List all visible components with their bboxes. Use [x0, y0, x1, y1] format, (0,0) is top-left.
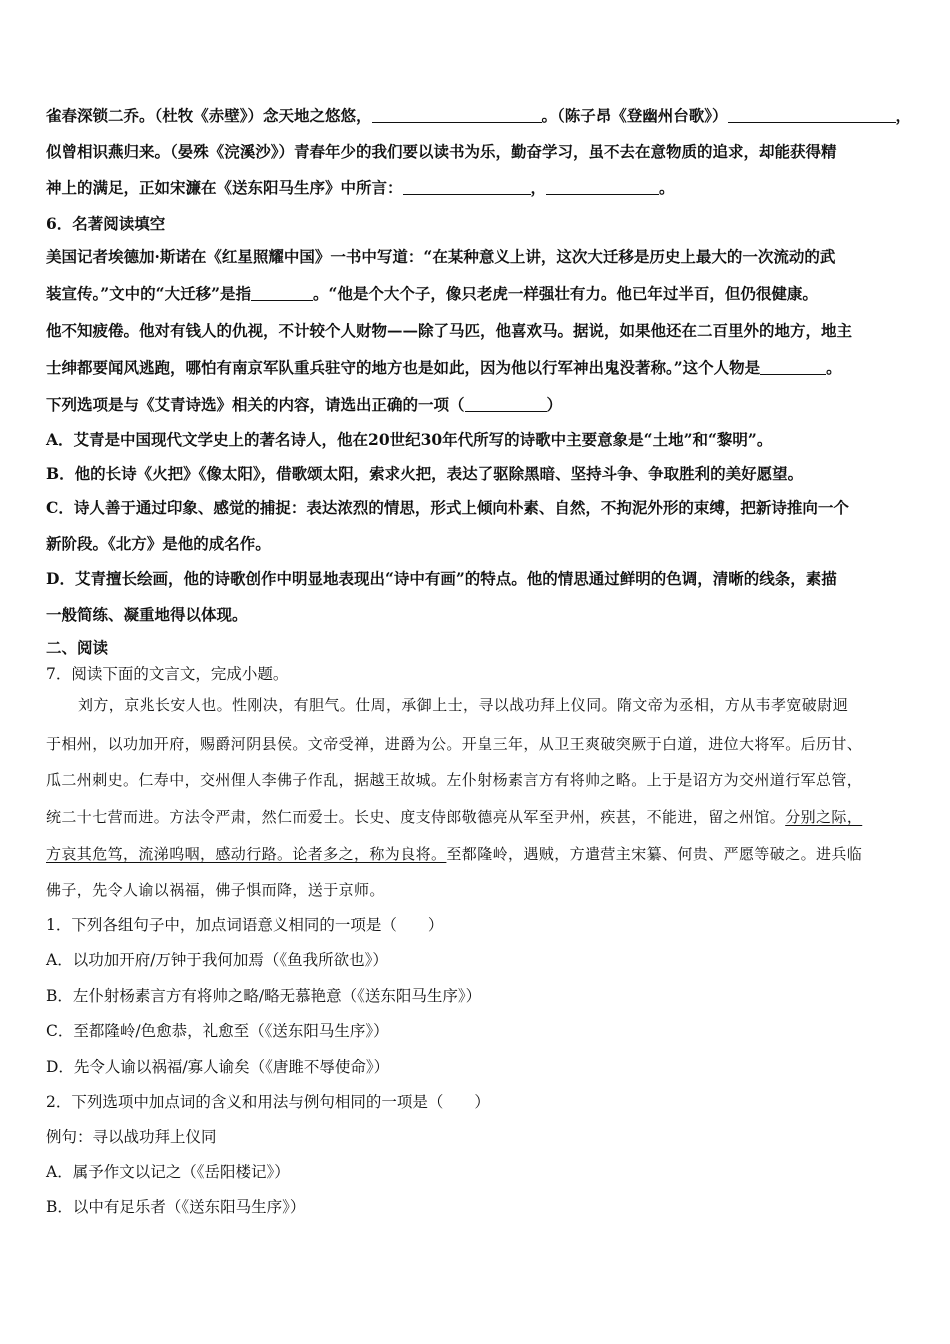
question-2: 2．下列选项中加点词的含义和用法与例句相同的一项是（ ） — [46, 1093, 490, 1111]
text: 。“他是个大个子，像只老虎一样强壮有力。他已年过半百，但仍很健康。 — [313, 284, 818, 303]
q6-para-line — [46, 282, 916, 304]
q6-option-a: A．艾青是中国现代文学史上的著名诗人，他在20世纪30年代所写的诗歌中主要意象是“土地”和“黎明”。 — [46, 430, 773, 449]
answer-blank[interactable] — [465, 397, 547, 412]
answer-blank[interactable] — [728, 108, 896, 123]
text: 至都隆岭，遇贼，方遣营主宋纂、何贵、严愿等破之。进兵临 — [446, 845, 863, 863]
question-1-option-c: C．至都隆岭/色愈恭，礼愈至（《送东阳马生序》） — [46, 1022, 389, 1040]
answer-blank[interactable] — [403, 180, 531, 195]
q7-instruction: 7．阅读下面的文言文，完成小题。 — [46, 665, 289, 683]
text: 雀春深锁二乔。（杜牧《赤壁》）念天地之悠悠， — [46, 106, 372, 125]
text: 下列选项是与《艾青诗选》相关的内容，请选出正确的一项（ — [46, 395, 465, 414]
q6-title: 6．名著阅读填空 — [46, 214, 166, 233]
text: 。 — [826, 358, 842, 377]
section-title: 二、阅读 — [46, 638, 109, 657]
question-2-option-a: A．属予作文以记之（《岳阳楼记》） — [46, 1163, 290, 1181]
question-2-example: 例句：寻以战功拜上仪同 — [46, 1128, 217, 1146]
passage-line — [46, 806, 916, 827]
q5-line-2: 似曾相识燕归来。（晏殊《浣溪沙》）青春年少的我们要以读书为乐，勤奋学习，虽不去在意物质的追求，却能获得精 — [46, 142, 837, 161]
q6-option-c-cont: 新阶段。《北方》是他的成名作。 — [46, 534, 271, 553]
underlined-sentence: 方哀其危笃，流涕呜咽，感动行路。论者多之，称为良将。 — [46, 845, 447, 863]
answer-blank[interactable] — [760, 360, 826, 375]
text: 。（陈子昂《登幽州台歌》） — [541, 106, 728, 125]
text: ） — [546, 395, 563, 414]
q6-option-d: D．艾青擅长绘画，他的诗歌创作中明显地表现出“诗中有画”的特点。他的情思通过鲜明的色调，清晰的线条，素描 — [46, 569, 837, 588]
q6-mc-stem — [46, 393, 916, 415]
q6-para-line — [46, 356, 916, 378]
passage-line: 瓜二州刺史。仁寿中，交州俚人李佛子作乱，据越王故城。左仆射杨素言方有将帅之略。上于是诏方为交州道行军总管， — [46, 771, 863, 789]
q6-option-c: C．诗人善于通过印象、感觉的捕捉：表达浓烈的情思，形式上倾向朴素、自然，不拘泥外形的束缚，把新诗推向一个 — [46, 498, 849, 517]
q6-para-line: 美国记者埃德加·斯诺在《红星照耀中国》一书中写道：“在某种意义上讲，这次大迁移是历史上最大的一次流动的武 — [46, 247, 836, 266]
answer-blank[interactable] — [372, 108, 542, 123]
text: ， — [530, 178, 547, 197]
q6-option-d-cont: 一般简练、凝重地得以体现。 — [46, 605, 248, 624]
passage-line — [46, 843, 916, 864]
text: 装宣传。”文中的“大迁移”是指 — [46, 284, 251, 303]
question-1-option-d: D．先令人谕以祸福/寡人谕矣（《唐雎不辱使命》） — [46, 1058, 390, 1076]
text: 。 — [659, 178, 675, 197]
question-2-option-b: B．以中有足乐者（《送东阳马生序》） — [46, 1198, 306, 1216]
question-1-option-a: A．以功加开府/万钟于我何加焉（《鱼我所欲也》） — [46, 951, 388, 969]
question-1: 1．下列各组句子中，加点词语意义相同的一项是（ ） — [46, 916, 444, 934]
passage-line: 刘方，京兆长安人也。性刚决，有胆气。仕周，承御上士，寻以战功拜上仪同。隋文帝为丞相，方从韦孝宽破尉迥 — [78, 696, 849, 714]
text: 士绅都要闻风逃跑，哪怕有南京军队重兵驻守的地方也是如此，因为他以行军神出鬼没著称。”这个人物是 — [46, 358, 761, 377]
q6-para-line: 他不知疲倦。他对有钱人的仇视，不计较个人财物——除了马匹，他喜欢马。据说，如果他还在二百里外的地方，地主 — [46, 321, 853, 340]
answer-blank[interactable] — [251, 286, 313, 301]
text: ， — [895, 106, 912, 125]
passage-line: 佛子，先令人谕以祸福，佛子惧而降，送于京师。 — [46, 881, 385, 899]
answer-blank[interactable] — [546, 180, 659, 195]
q5-line-1 — [46, 104, 916, 126]
q5-line-3 — [46, 176, 916, 198]
passage-line: 于相州，以功加开府，赐爵河阴县侯。文帝受禅，进爵为公。开皇三年，从卫王爽破突厥于白道，进位大将军。后历甘、 — [46, 735, 863, 753]
q6-option-b: B．他的长诗《火把》《像太阳》，借歌颂太阳，索求火把，表达了驱除黑暗、坚持斗争、争取胜利的美好愿望。 — [46, 464, 804, 483]
question-1-option-b: B．左仆射杨素言方有将帅之略/略无慕艳意（《送东阳马生序》） — [46, 987, 482, 1005]
underlined-sentence: 分别之际， — [785, 808, 863, 826]
text: 神上的满足，正如宋濂在《送东阳马生序》中所言： — [46, 178, 403, 197]
text: 统二十七营而进。方法令严肃，然仁而爱士。长史、度支侍郎敬德亮从军至尹州，疾甚，不能进，留之州馆。 — [46, 808, 786, 826]
